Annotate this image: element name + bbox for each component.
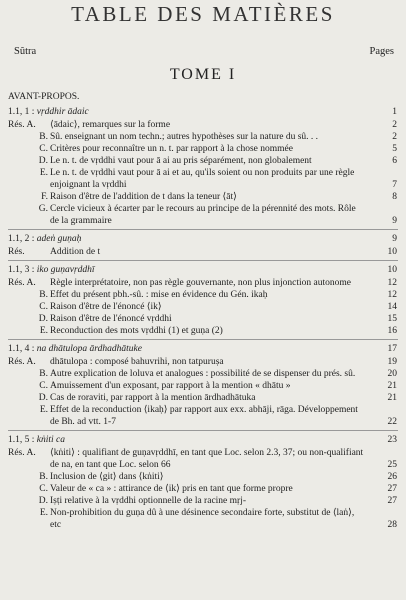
toc-entry <box>41 191 398 203</box>
page-number: 23 <box>387 435 397 445</box>
toc-entry <box>38 203 398 227</box>
entry-description: Effet du présent pbh.-sû. : mise en évidence du Gén. ikaḥ <box>50 290 268 300</box>
entry-description: Inclusion de ⟨git⟩ dans ⟨kṅiti⟩ <box>50 472 164 482</box>
toc-entry <box>39 471 398 483</box>
entry-description: Reconduction des mots vṛddhi (1) et guṇa (2) <box>50 326 223 336</box>
toc-entry <box>39 404 398 428</box>
section-heading <box>8 434 398 446</box>
entry-text <box>39 471 398 483</box>
entry-label: C. <box>39 381 48 391</box>
section-heading <box>8 343 398 355</box>
entry-text <box>39 289 398 301</box>
page-number: 2 <box>392 132 397 142</box>
page-number: 27 <box>387 484 397 494</box>
entry-label: D. <box>38 496 48 506</box>
section-heading-text <box>8 233 398 245</box>
entry-description: Cercle vicieux à écarter par le recours au principe de la pérennité des mots. Rôle de la grammaire <box>50 204 356 226</box>
page-number: 7 <box>392 180 397 190</box>
entry-label: Rés. <box>8 247 25 257</box>
entry-description: Le n. t. de vṛddhi vaut pour ā ai et au, qu'ils soient ou non produits par une règle enjoignant la vṛddhi <box>50 168 355 190</box>
entry-text <box>39 368 398 380</box>
section-divider <box>8 430 398 431</box>
column-heading-pages: Pages <box>369 46 394 57</box>
entry-label: E. <box>39 326 48 336</box>
sutra-title: adeṅ guṇaḥ <box>36 234 82 244</box>
page-number: 2 <box>392 120 397 130</box>
entry-text <box>8 447 398 471</box>
section-heading-text <box>8 106 398 118</box>
page-number: 27 <box>387 496 397 506</box>
toc-entry <box>39 483 398 495</box>
entry-description: ⟨ādaic⟩, remarques sur la forme <box>50 120 171 130</box>
entry-description: Le n. t. de vṛddhi vaut pour ā ai au pris séparément, non globalement <box>50 156 312 166</box>
section-heading-text <box>8 434 398 446</box>
entry-text <box>39 507 398 531</box>
section-divider <box>8 229 398 230</box>
page-number: 15 <box>387 314 397 324</box>
entry-description: Raison d'être de l'énoncé vṛddhi <box>50 314 172 324</box>
toc-entry <box>39 143 398 155</box>
page-number: 12 <box>387 278 397 288</box>
entry-text <box>38 313 398 325</box>
tome-heading: TOME I <box>169 66 237 83</box>
entry-text <box>39 167 398 191</box>
entry-label: E. <box>39 405 48 415</box>
toc-entry <box>38 155 398 167</box>
entry-label: G. <box>38 204 48 214</box>
toc-entry <box>39 167 398 191</box>
column-heading-sutra: Sûtra <box>14 46 37 57</box>
toc-entry <box>8 246 398 258</box>
page-number: 12 <box>387 290 397 300</box>
entry-text <box>38 155 398 167</box>
entry-label: Rés. A. <box>8 448 36 458</box>
page-number: 22 <box>387 417 397 427</box>
sutra-number: 1.1, 5 : <box>8 435 35 445</box>
toc-entry <box>8 447 398 471</box>
entry-label: F. <box>41 192 48 202</box>
entry-description: Cas de roraviti, par rapport à la mention ārdhadhātuka <box>50 393 256 403</box>
entry-label: E. <box>39 168 48 178</box>
entry-label: D. <box>38 156 48 166</box>
page-number: 10 <box>387 247 397 257</box>
page-number: 20 <box>387 369 397 379</box>
entry-text <box>8 277 398 289</box>
page-number: 8 <box>392 192 397 202</box>
toc-entry <box>8 119 398 131</box>
sutra-title: kṅiti ca <box>36 435 65 445</box>
page-title: TABLE DES MATIÈRES <box>71 2 335 26</box>
page-number: 26 <box>387 472 397 482</box>
page-number: 10 <box>387 265 397 275</box>
page-number: 21 <box>387 381 397 391</box>
entry-text <box>8 119 398 131</box>
entry-description: Addition de t <box>50 247 101 257</box>
page-number: 17 <box>387 344 397 354</box>
section-divider <box>8 260 398 261</box>
entry-label: B. <box>39 369 48 379</box>
entry-label: Rés. A. <box>8 120 36 130</box>
entry-description: Iṣṭi relative à la vṛddhi optionnelle de la racine mṛj- <box>50 496 246 506</box>
toc-entry <box>38 313 398 325</box>
toc-entry <box>39 289 398 301</box>
page-number: 19 <box>387 357 397 367</box>
sutra-title: na dhātulopa ārdhadhātuke <box>36 344 142 354</box>
entry-description: Valeur de « ca » : attirance de ⟨ik⟩ pris en tant que forme propre <box>50 484 293 494</box>
page-number: 1 <box>392 107 397 117</box>
sutra-title: iko guṇavṛddhī <box>36 265 95 275</box>
entry-label: D. <box>38 314 48 324</box>
entry-text <box>8 246 398 258</box>
sutra-number: 1.1, 1 : <box>8 107 35 117</box>
entry-label: B. <box>39 132 48 142</box>
section-divider <box>8 339 398 340</box>
entry-label: E. <box>39 508 48 518</box>
page-number: 16 <box>387 326 397 336</box>
entry-text <box>39 404 398 428</box>
entry-label: C. <box>39 302 48 312</box>
entry-description: Autre explication de loluva et analogues : possibilité de se dispenser du prés. sû. <box>50 369 356 379</box>
toc-entry <box>8 356 398 368</box>
page-number: 9 <box>392 216 397 226</box>
entry-description: Non-prohibition du guṇa dû à une désinence secondaire forte, substitut de ⟨laṅ⟩, etc <box>50 508 355 530</box>
toc-entry <box>39 368 398 380</box>
entry-label: B. <box>39 290 48 300</box>
sutra-number: 1.1, 4 : <box>8 344 35 354</box>
entry-text <box>39 325 398 337</box>
toc-entry <box>8 277 398 289</box>
toc-entry <box>39 301 398 313</box>
sutra-number: 1.1, 2 : <box>8 234 35 244</box>
sutra-title: vṛddhir ādaic <box>36 107 89 117</box>
page-number: 6 <box>392 156 397 166</box>
sutra-number: 1.1, 3 : <box>8 265 35 275</box>
page-number: 5 <box>392 144 397 154</box>
entry-label: Rés. A. <box>8 278 36 288</box>
entry-label: D. <box>38 393 48 403</box>
entry-description: Amuissement d'un exposant, par rapport à la mention « dhātu » <box>50 381 291 391</box>
toc-entry <box>39 507 398 531</box>
entry-description: Raison d'être de l'addition de t dans la teneur ⟨āt⟩ <box>50 192 237 202</box>
entry-text <box>8 356 398 368</box>
entry-description: Sû. enseignant un nom techn.; autres hypothèses sur la nature du sû. . . <box>50 132 319 142</box>
entry-text <box>38 203 398 227</box>
preface-entry: AVANT-PROPOS. <box>8 92 80 102</box>
toc-entry <box>39 380 398 392</box>
entry-text <box>39 380 398 392</box>
entry-label: C. <box>39 144 48 154</box>
entry-description: Effet de la reconduction ⟨ikaḥ⟩ par rapport aux exx. abhāji, rāga. Développement de Bh. ad vtt. 1-7 <box>50 405 358 427</box>
entry-description: Critères pour reconnaître un n. t. par rapport à la chose nommée <box>50 144 293 154</box>
page-number: 9 <box>392 234 397 244</box>
toc-entry <box>39 325 398 337</box>
entry-text <box>38 495 398 507</box>
toc-entry <box>38 392 398 404</box>
entry-description: dhātulopa : composé bahuvrihi, non tatpuruṣa <box>50 357 224 367</box>
section-heading-text <box>8 343 398 355</box>
section-heading-text <box>8 264 398 276</box>
page-number: 14 <box>387 302 397 312</box>
section-heading <box>8 264 398 276</box>
entry-text <box>39 301 398 313</box>
section-heading <box>8 233 398 245</box>
toc-entry <box>39 131 398 143</box>
toc-entry <box>38 495 398 507</box>
entry-text <box>41 191 398 203</box>
table-of-contents <box>8 104 398 531</box>
entry-label: C. <box>39 484 48 494</box>
page-number: 21 <box>387 393 397 403</box>
entry-description: Raison d'être de l'énoncé ⟨ik⟩ <box>50 302 162 312</box>
page-number: 28 <box>387 520 397 530</box>
entry-text <box>39 483 398 495</box>
section-heading <box>8 106 398 118</box>
entry-label: B. <box>39 472 48 482</box>
entry-label: Rés. A. <box>8 357 36 367</box>
entry-description: Règle interprétatoire, non pas règle gouvernante, non plus injonction autonome <box>50 278 352 288</box>
entry-text <box>38 392 398 404</box>
entry-text <box>39 143 398 155</box>
entry-text <box>39 131 398 143</box>
page-number: 25 <box>387 460 397 470</box>
entry-description: ⟨kṅiti⟩ : qualifiant de guṇavṛddhī, en tant que Loc. selon 2.3, 37; ou non-qualifiant de na, en tant que Loc. selon 66 <box>50 448 364 470</box>
